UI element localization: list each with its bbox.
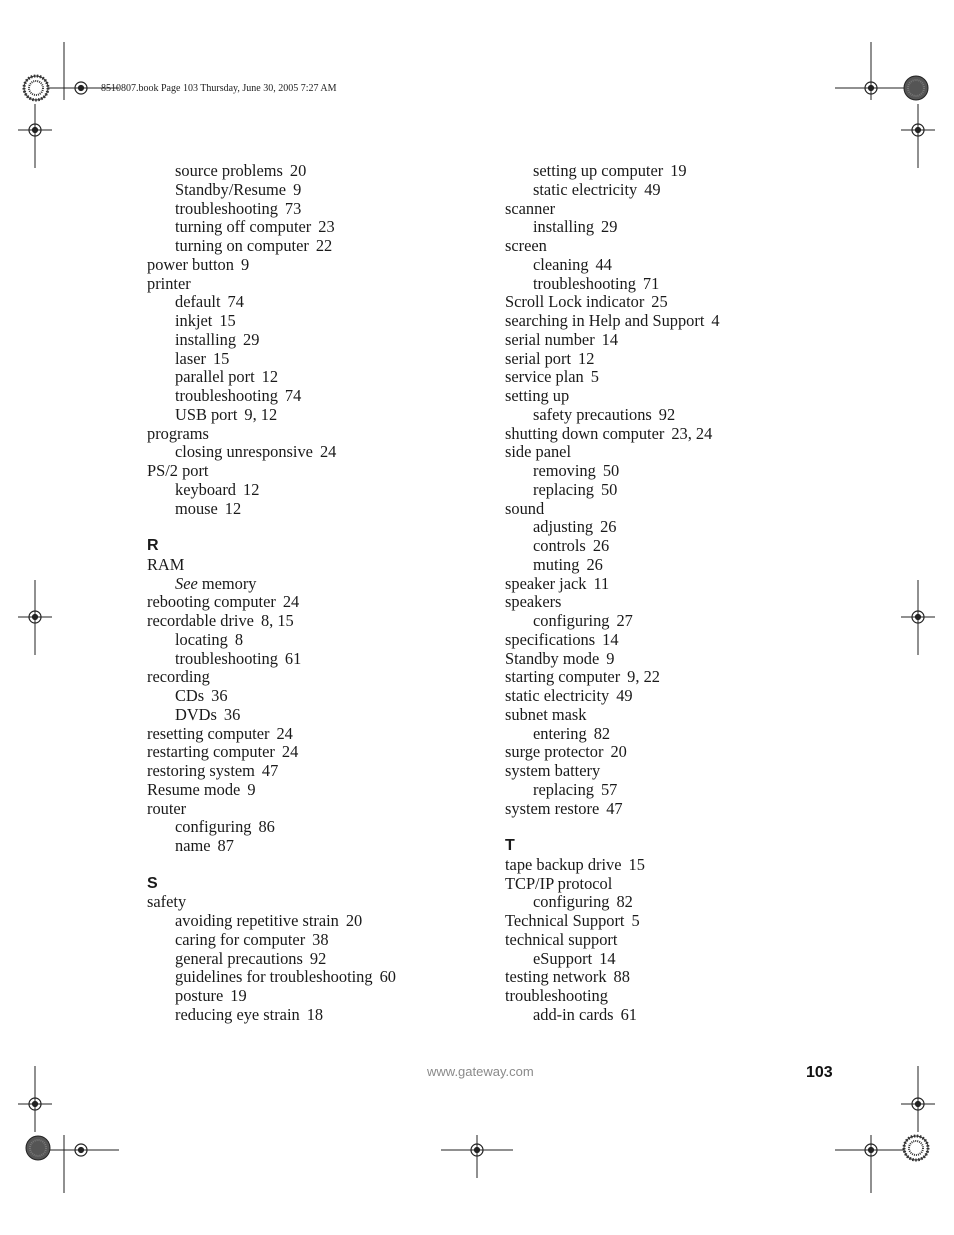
index-term: recordable drive — [147, 611, 254, 630]
see-reference: See — [175, 573, 198, 593]
index-entry — [505, 987, 835, 1006]
index-entry — [147, 668, 477, 687]
index-subentry — [505, 556, 835, 575]
index-entry — [505, 500, 835, 519]
index-subentry — [147, 368, 477, 387]
index-subentry — [505, 481, 835, 500]
index-entry — [505, 912, 835, 931]
index-term: setting up — [505, 386, 570, 405]
index-section-letter: R — [147, 537, 159, 554]
index-term: adjusting — [533, 517, 594, 537]
index-page-ref: 60 — [379, 967, 396, 987]
index-page-ref: 12 — [578, 348, 595, 368]
index-column-right — [505, 162, 835, 1025]
index-term: name — [175, 836, 211, 855]
index-entry — [505, 706, 835, 725]
index-page-ref: 14 — [601, 329, 619, 349]
index-term: speakers — [505, 592, 562, 612]
index-term: speaker jack — [505, 573, 587, 593]
index-page-ref: 23, 24 — [671, 423, 713, 443]
index-page-ref: 19 — [670, 161, 687, 180]
index-page-ref: 25 — [651, 292, 668, 312]
index-page-ref: 20 — [345, 911, 363, 930]
index-entry — [147, 743, 477, 762]
index-term: RAM — [147, 554, 185, 574]
index-term: configuring — [175, 817, 252, 837]
index-entry — [505, 350, 835, 369]
index-entry — [505, 668, 835, 687]
index-subentry — [505, 725, 835, 744]
index-page-ref: 5 — [590, 367, 599, 387]
index-term: Standby/Resume — [175, 179, 287, 199]
index-subentry — [505, 781, 835, 800]
index-page-ref: 23 — [318, 217, 335, 237]
index-subentry — [147, 912, 477, 931]
index-term: troubleshooting — [505, 986, 608, 1005]
index-term: removing — [533, 461, 596, 480]
index-subentry — [147, 987, 477, 1006]
index-page-ref: 82 — [593, 723, 611, 743]
index-page-ref: 71 — [642, 273, 660, 293]
index-term: resetting computer — [147, 723, 270, 743]
index-page-ref: 24 — [281, 742, 299, 762]
index-term: CDs — [175, 686, 205, 705]
index-term: reducing eye strain — [175, 1004, 300, 1024]
index-page-ref: 73 — [284, 198, 302, 218]
index-term: troubleshooting — [175, 198, 278, 218]
index-entry — [147, 256, 477, 275]
index-term: system restore — [505, 798, 600, 818]
index-subentry — [147, 575, 477, 594]
index-page-ref: 26 — [592, 536, 610, 555]
index-term: caring for computer — [175, 929, 306, 949]
index-subentry — [147, 950, 477, 969]
index-entry — [147, 275, 477, 294]
index-page-ref: 61 — [620, 1004, 637, 1024]
index-page-ref: 12 — [261, 367, 279, 387]
index-term: parallel port — [175, 367, 255, 387]
index-term: troubleshooting — [175, 386, 278, 405]
index-term: laser — [175, 348, 206, 368]
index-subentry — [147, 650, 477, 669]
index-section-letter: S — [147, 874, 158, 892]
index-page-ref: 15 — [628, 854, 645, 874]
index-term: USB port — [175, 404, 238, 424]
index-page-ref: 9 — [606, 648, 615, 668]
index-entry — [147, 762, 477, 781]
index-term: serial number — [505, 329, 595, 349]
index-entry — [505, 800, 835, 819]
index-subentry — [147, 687, 477, 706]
index-entry — [505, 575, 835, 594]
print-slug: 8510807.book Page 103 Thursday, June 30, 2005 7:27 AM — [101, 83, 337, 94]
index-entry — [505, 387, 835, 406]
index-subentry — [147, 331, 477, 350]
index-subentry — [505, 275, 835, 294]
index-term: specifications — [505, 629, 596, 649]
index-page-ref: 36 — [211, 686, 228, 705]
index-page-ref: 27 — [616, 611, 633, 630]
index-entry — [505, 443, 835, 462]
index-page-ref: 9, 22 — [627, 667, 660, 687]
index-term: programs — [147, 423, 209, 443]
index-term: closing unresponsive — [175, 442, 313, 462]
index-page-ref: 12 — [224, 498, 242, 518]
index-term: restoring system — [147, 761, 255, 780]
index-term: Resume mode — [147, 779, 241, 799]
index-subentry — [147, 200, 477, 219]
index-term: DVDs — [175, 704, 217, 724]
index-entry — [147, 800, 477, 819]
index-term: avoiding repetitive strain — [175, 911, 339, 930]
index-subentry — [147, 350, 477, 369]
index-page-ref: 9 — [240, 254, 250, 274]
index-term: troubleshooting — [533, 273, 636, 293]
index-entry — [505, 687, 835, 706]
index-term: Technical Support — [505, 911, 625, 930]
index-entry — [505, 650, 835, 669]
index-page-ref: 24 — [319, 442, 337, 462]
index-page-ref: 9 — [247, 779, 256, 799]
index-page-ref: 26 — [586, 554, 603, 574]
index-term: replacing — [533, 779, 594, 799]
index-term: muting — [533, 554, 580, 574]
index-entry — [147, 893, 477, 912]
index-term: side panel — [505, 442, 571, 462]
index-term: restarting computer — [147, 742, 275, 762]
index-subentry — [147, 406, 477, 425]
index-page-ref: 24 — [282, 592, 300, 612]
index-section-letter: T — [505, 837, 515, 854]
index-term: posture — [175, 986, 224, 1005]
index-subentry — [505, 181, 835, 200]
index-page-ref: 38 — [312, 929, 329, 949]
index-subentry — [147, 500, 477, 519]
index-subentry — [505, 1006, 835, 1025]
index-page-ref: 49 — [616, 686, 633, 705]
index-subentry — [147, 837, 477, 856]
index-entry — [147, 425, 477, 444]
index-term: entering — [533, 723, 587, 743]
index-page-ref: 15 — [219, 311, 236, 330]
index-page-ref: 9, 12 — [244, 404, 278, 424]
index-entry — [505, 856, 835, 875]
index-subentry — [147, 218, 477, 237]
index-term: locating — [175, 629, 228, 649]
index-page-ref: 57 — [600, 779, 618, 799]
index-page-ref: 4 — [711, 311, 720, 330]
index-subentry — [147, 1006, 477, 1025]
index-entry — [505, 237, 835, 256]
index-term: testing network — [505, 967, 607, 987]
index-entry — [505, 331, 835, 350]
index-entry — [147, 612, 477, 631]
index-term: surge protector — [505, 742, 604, 762]
index-subentry — [505, 462, 835, 481]
index-term: turning on computer — [175, 236, 309, 255]
index-subentry — [147, 481, 477, 500]
index-subentry — [505, 893, 835, 912]
index-page-ref: 50 — [602, 461, 620, 480]
index-page-ref: 8, 15 — [260, 611, 294, 630]
index-term: router — [147, 798, 187, 818]
index-page-ref: 36 — [223, 704, 241, 724]
index-term: installing — [533, 217, 595, 237]
index-page-ref: 9 — [293, 179, 302, 199]
index-page-ref: 61 — [284, 648, 302, 668]
index-term: starting computer — [505, 667, 621, 687]
index-term: cleaning — [533, 254, 589, 274]
page-number: 103 — [806, 1064, 833, 1081]
index-entry — [147, 725, 477, 744]
index-page-ref: 11 — [593, 573, 610, 593]
index-term: memory — [201, 573, 257, 593]
index-page-ref: 24 — [276, 723, 293, 743]
index-term: system battery — [505, 761, 601, 780]
index-page-ref: 88 — [613, 967, 630, 987]
index-subentry — [147, 293, 477, 312]
index-page-ref: 47 — [606, 798, 623, 818]
index-term: serial port — [505, 348, 571, 368]
index-term: sound — [505, 498, 545, 518]
index-subentry — [147, 181, 477, 200]
index-page-ref: 92 — [309, 948, 327, 968]
index-subentry — [505, 612, 835, 631]
index-term: Scroll Lock indicator — [505, 292, 645, 312]
index-entry — [505, 368, 835, 387]
index-entry — [505, 293, 835, 312]
index-entry — [147, 781, 477, 800]
index-page-ref: 29 — [243, 329, 260, 349]
index-term: eSupport — [533, 948, 593, 968]
index-page-ref: 26 — [600, 517, 617, 537]
index-page-ref: 50 — [600, 479, 618, 499]
index-term: safety — [147, 892, 187, 912]
index-term: add-in cards — [533, 1004, 614, 1024]
index-subentry — [147, 818, 477, 837]
index-subentry — [147, 443, 477, 462]
index-term: keyboard — [175, 479, 236, 499]
index-entry — [147, 593, 477, 612]
index-subentry — [505, 218, 835, 237]
index-subentry — [147, 237, 477, 256]
index-page-ref: 74 — [284, 386, 302, 405]
index-term: recording — [147, 667, 210, 687]
index-page-ref: 92 — [658, 404, 676, 424]
index-term: power button — [147, 254, 234, 274]
index-entry — [505, 931, 835, 950]
index-subentry — [147, 312, 477, 331]
index-page-ref: 18 — [306, 1004, 324, 1024]
index-term: static electricity — [533, 179, 638, 199]
index-page-ref: 29 — [601, 217, 618, 237]
index-subentry — [147, 968, 477, 987]
index-subentry — [147, 387, 477, 406]
index-term: troubleshooting — [175, 648, 278, 668]
index-term: default — [175, 292, 221, 312]
index-entry — [505, 200, 835, 219]
index-page-ref: 22 — [315, 236, 333, 255]
index-page-ref: 14 — [602, 629, 619, 649]
index-term: installing — [175, 329, 237, 349]
index-page-ref: 74 — [227, 292, 244, 312]
index-page-ref: 8 — [234, 629, 244, 649]
index-entry — [505, 425, 835, 444]
index-term: setting up computer — [533, 161, 664, 180]
index-term: scanner — [505, 198, 556, 218]
index-term: screen — [505, 236, 547, 255]
index-subentry — [505, 518, 835, 537]
index-term: controls — [533, 536, 586, 555]
index-page-ref: 44 — [595, 254, 612, 274]
index-page-ref: 5 — [631, 911, 640, 930]
index-page-ref: 86 — [258, 817, 275, 837]
index-term: tape backup drive — [505, 854, 622, 874]
index-subentry — [147, 631, 477, 650]
index-entry — [505, 875, 835, 894]
index-page-ref: 49 — [644, 179, 661, 199]
index-term: configuring — [533, 892, 610, 912]
index-subentry — [147, 706, 477, 725]
index-term: replacing — [533, 479, 594, 499]
index-page-ref: 87 — [217, 836, 234, 855]
index-subentry — [147, 162, 477, 181]
index-entry — [505, 968, 835, 987]
index-term: turning off computer — [175, 217, 312, 237]
index-entry — [505, 743, 835, 762]
index-term: source problems — [175, 161, 283, 180]
index-column-left — [147, 162, 477, 1025]
index-term: service plan — [505, 367, 584, 387]
index-term: TCP/IP protocol — [505, 873, 613, 893]
index-entry — [505, 593, 835, 612]
index-subentry — [505, 256, 835, 275]
index-subentry — [505, 406, 835, 425]
index-term: shutting down computer — [505, 423, 665, 443]
index-term: configuring — [533, 611, 610, 630]
index-subentry — [505, 950, 835, 969]
index-entry — [505, 631, 835, 650]
index-page-ref: 14 — [599, 948, 616, 968]
index-term: general precautions — [175, 948, 303, 968]
index-term: printer — [147, 273, 191, 293]
index-term: safety precautions — [533, 404, 652, 424]
index-term: Standby mode — [505, 648, 600, 668]
index-entry — [147, 462, 477, 481]
index-page-ref: 82 — [616, 892, 633, 912]
index-term: static electricity — [505, 686, 610, 705]
index-subentry — [147, 931, 477, 950]
index-entry — [505, 312, 835, 331]
index-term: mouse — [175, 498, 218, 518]
index-term: technical support — [505, 929, 618, 949]
index-page-ref: 47 — [261, 761, 279, 780]
index-term: rebooting computer — [147, 592, 276, 612]
index-entry — [147, 556, 477, 575]
index-page-ref: 19 — [230, 986, 247, 1005]
index-page-ref: 15 — [212, 348, 230, 368]
index-term: searching in Help and Support — [505, 311, 705, 330]
footer-url: www.gateway.com — [427, 1064, 534, 1079]
index-subentry — [505, 162, 835, 181]
index-subentry — [505, 537, 835, 556]
index-term: subnet mask — [505, 704, 587, 724]
index-term: inkjet — [175, 311, 213, 330]
index-page-ref: 20 — [289, 161, 307, 180]
index-page-ref: 12 — [243, 479, 260, 499]
index-page-ref: 20 — [610, 742, 627, 762]
index-term: guidelines for troubleshooting — [175, 967, 373, 987]
index-term: PS/2 port — [147, 461, 209, 480]
index-entry — [505, 762, 835, 781]
